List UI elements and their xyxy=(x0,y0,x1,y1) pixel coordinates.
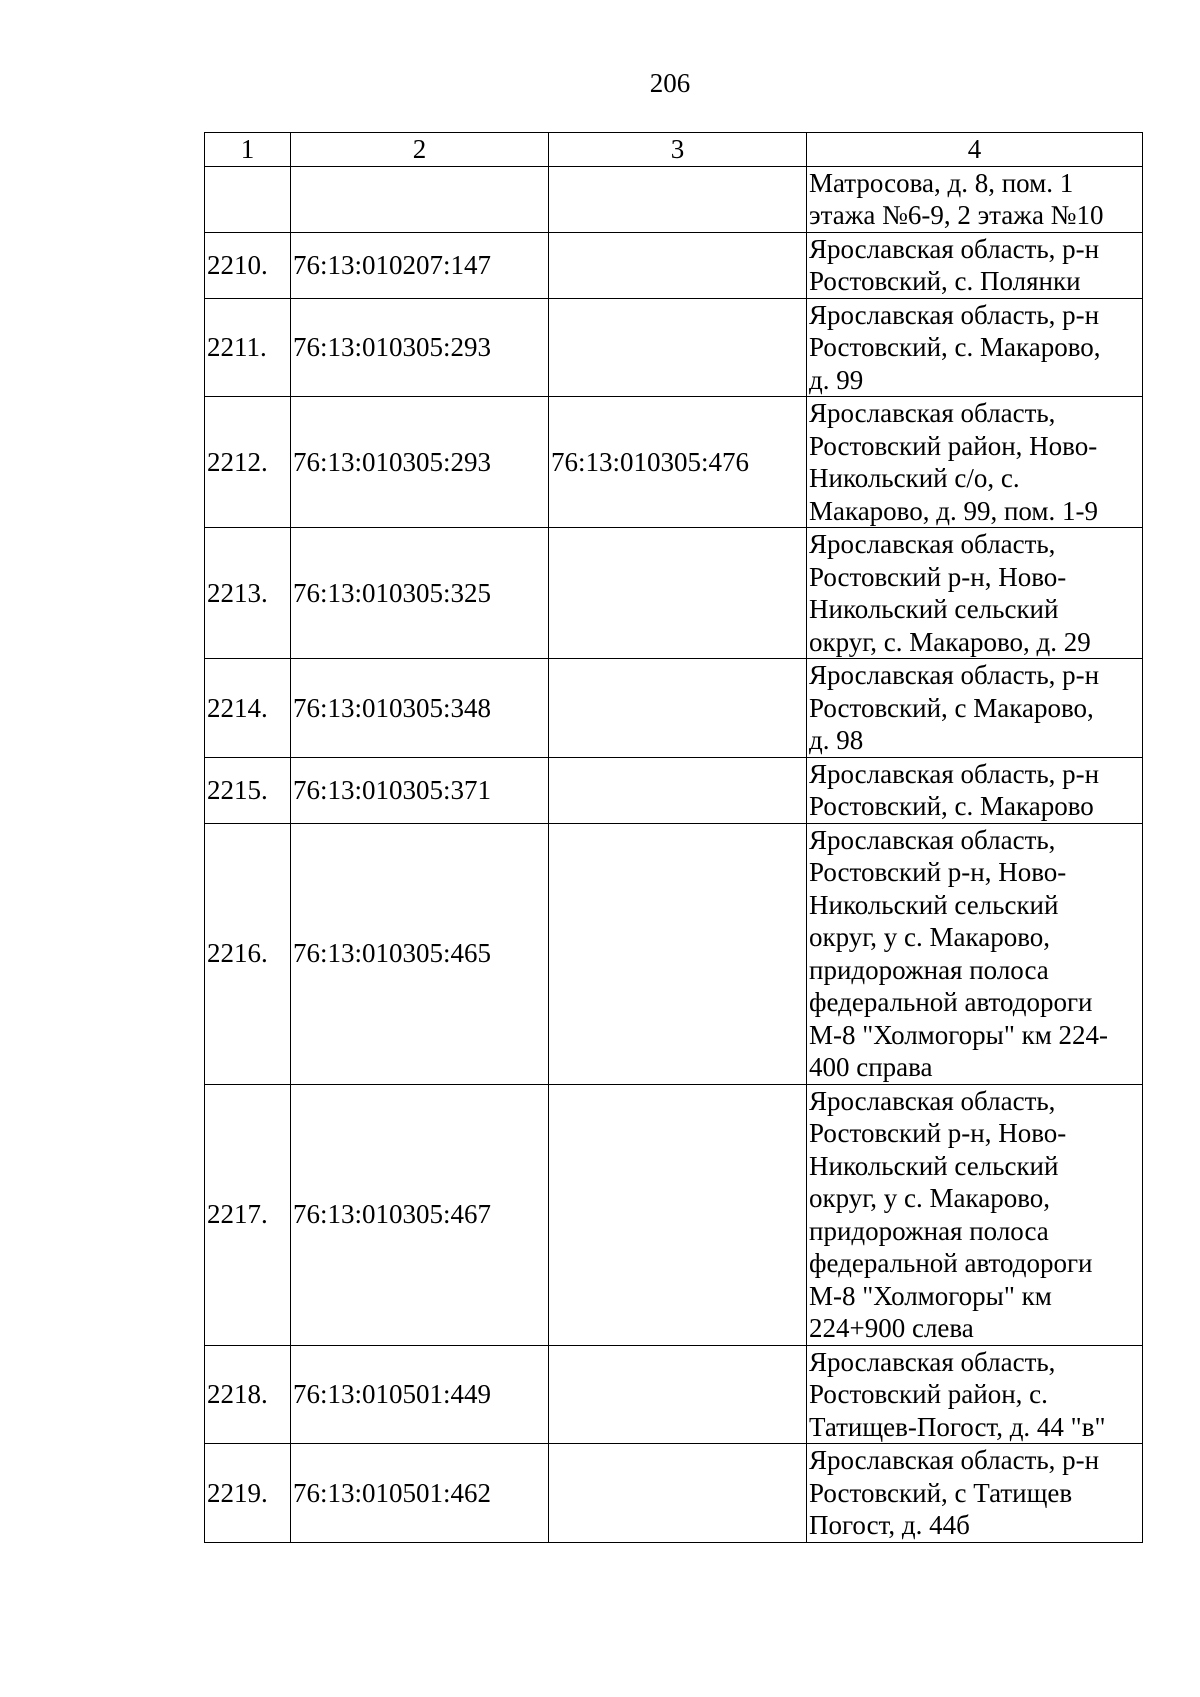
sub-cadastral-number xyxy=(549,1444,807,1543)
sub-cadastral-number xyxy=(549,1084,807,1345)
sub-cadastral-number xyxy=(549,823,807,1084)
address: Ярославская область, Ростовский район, Ново- Никольский с/о, с. Макарово, д. 99, пом. 1-9 xyxy=(807,397,1143,528)
table-row xyxy=(205,1444,1143,1543)
table-row xyxy=(205,528,1143,659)
row-number: 2216. xyxy=(205,823,291,1084)
cadastral-number: 76:13:010305:325 xyxy=(291,528,549,659)
cadastral-number: 76:13:010305:293 xyxy=(291,397,549,528)
table-row xyxy=(205,298,1143,397)
page-number: 206 xyxy=(649,68,691,98)
cadastral-number xyxy=(291,166,549,232)
row-number: 2214. xyxy=(205,659,291,758)
row-number: 2217. xyxy=(205,1084,291,1345)
header-col-4: 4 xyxy=(807,133,1143,167)
address: Ярославская область, р-н Ростовский, с Макарово, д. 98 xyxy=(807,659,1143,758)
address: Ярославская область, Ростовский район, с. Татищев-Погост, д. 44 "в" xyxy=(807,1345,1143,1444)
row-number xyxy=(205,166,291,232)
table-row xyxy=(205,757,1143,823)
registry-table xyxy=(204,132,1143,1543)
address: Ярославская область, Ростовский р-н, Ново- Никольский сельский округ, у с. Макарово, придорожная полоса федеральной автодороги М-8 "Холмогоры" км 224- 400 справа xyxy=(807,823,1143,1084)
table-row xyxy=(205,659,1143,758)
sub-cadastral-number xyxy=(549,298,807,397)
row-number: 2210. xyxy=(205,232,291,298)
table-row xyxy=(205,232,1143,298)
sub-cadastral-number xyxy=(549,659,807,758)
address: Ярославская область, Ростовский р-н, Ново- Никольский сельский округ, у с. Макарово, придорожная полоса федеральной автодороги М-8 "Холмогоры" км 224+900 слева xyxy=(807,1084,1143,1345)
cadastral-number: 76:13:010305:293 xyxy=(291,298,549,397)
cadastral-number: 76:13:010305:371 xyxy=(291,757,549,823)
row-number: 2215. xyxy=(205,757,291,823)
row-number: 2211. xyxy=(205,298,291,397)
address: Ярославская область, р-н Ростовский, с. Макарово xyxy=(807,757,1143,823)
table-row xyxy=(205,166,1143,232)
header-col-1: 1 xyxy=(205,133,291,167)
cadastral-number: 76:13:010305:467 xyxy=(291,1084,549,1345)
table-header-row xyxy=(205,133,1143,167)
cadastral-number: 76:13:010501:462 xyxy=(291,1444,549,1543)
header-col-2: 2 xyxy=(291,133,549,167)
sub-cadastral-number xyxy=(549,757,807,823)
table-row xyxy=(205,1084,1143,1345)
address: Матросова, д. 8, пом. 1 этажа №6-9, 2 этажа №10 xyxy=(807,166,1143,232)
table-row xyxy=(205,823,1143,1084)
address: Ярославская область, р-н Ростовский, с Татищев Погост, д. 44б xyxy=(807,1444,1143,1543)
cadastral-number: 76:13:010305:465 xyxy=(291,823,549,1084)
row-number: 2218. xyxy=(205,1345,291,1444)
sub-cadastral-number: 76:13:010305:476 xyxy=(549,397,807,528)
sub-cadastral-number xyxy=(549,232,807,298)
cadastral-number: 76:13:010501:449 xyxy=(291,1345,549,1444)
header-col-3: 3 xyxy=(549,133,807,167)
table-row xyxy=(205,397,1143,528)
sub-cadastral-number xyxy=(549,528,807,659)
row-number: 2212. xyxy=(205,397,291,528)
address: Ярославская область, Ростовский р-н, Ново- Никольский сельский округ, с. Макарово, д. 29 xyxy=(807,528,1143,659)
row-number: 2219. xyxy=(205,1444,291,1543)
row-number: 2213. xyxy=(205,528,291,659)
address: Ярославская область, р-н Ростовский, с. Макарово, д. 99 xyxy=(807,298,1143,397)
sub-cadastral-number xyxy=(549,1345,807,1444)
cadastral-number: 76:13:010305:348 xyxy=(291,659,549,758)
table-row xyxy=(205,1345,1143,1444)
address: Ярославская область, р-н Ростовский, с. Полянки xyxy=(807,232,1143,298)
cadastral-number: 76:13:010207:147 xyxy=(291,232,549,298)
sub-cadastral-number xyxy=(549,166,807,232)
